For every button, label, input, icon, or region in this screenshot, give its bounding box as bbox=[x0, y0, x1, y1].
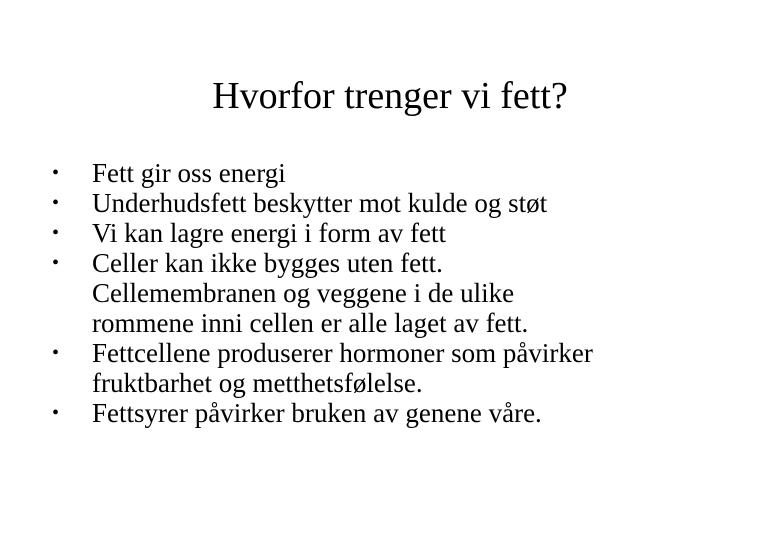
bullet-text-line: rommene inni cellen er alle laget av fett. bbox=[92, 308, 529, 338]
bullet-glyph: • bbox=[52, 192, 60, 214]
bullet-text-line: Cellemembranen og veggene i de ulike bbox=[92, 278, 515, 308]
bullet-glyph: • bbox=[52, 342, 60, 364]
bullet-list bbox=[52, 158, 752, 428]
bullet-text-line: Vi kan lagre energi i form av fett bbox=[92, 218, 446, 248]
bullet-text-line: Fettsyrer påvirker bruken av genene våre. bbox=[92, 398, 542, 428]
slide-title: Hvorfor trenger vi fett? bbox=[212, 75, 568, 117]
bullet-item bbox=[52, 158, 752, 188]
bullet-item bbox=[52, 398, 752, 428]
bullet-glyph: • bbox=[52, 402, 60, 424]
bullet-item bbox=[52, 188, 752, 218]
bullet-text-line: Celler kan ikke bygges uten fett. bbox=[92, 248, 443, 278]
bullet-text-line: fruktbarhet og metthetsfølelse. bbox=[92, 368, 423, 398]
bullet-item bbox=[52, 218, 752, 248]
bullet-glyph: • bbox=[52, 252, 60, 274]
bullet-item bbox=[52, 338, 752, 398]
bullet-glyph: • bbox=[52, 162, 60, 184]
bullet-glyph: • bbox=[52, 222, 60, 244]
bullet-text-line: Underhudsfett beskytter mot kulde og støt bbox=[92, 188, 548, 218]
bullet-text-line: Fettcellene produserer hormoner som påvirker bbox=[92, 338, 593, 368]
bullet-text-line: Fett gir oss energi bbox=[92, 158, 286, 188]
bullet-item bbox=[52, 248, 752, 338]
